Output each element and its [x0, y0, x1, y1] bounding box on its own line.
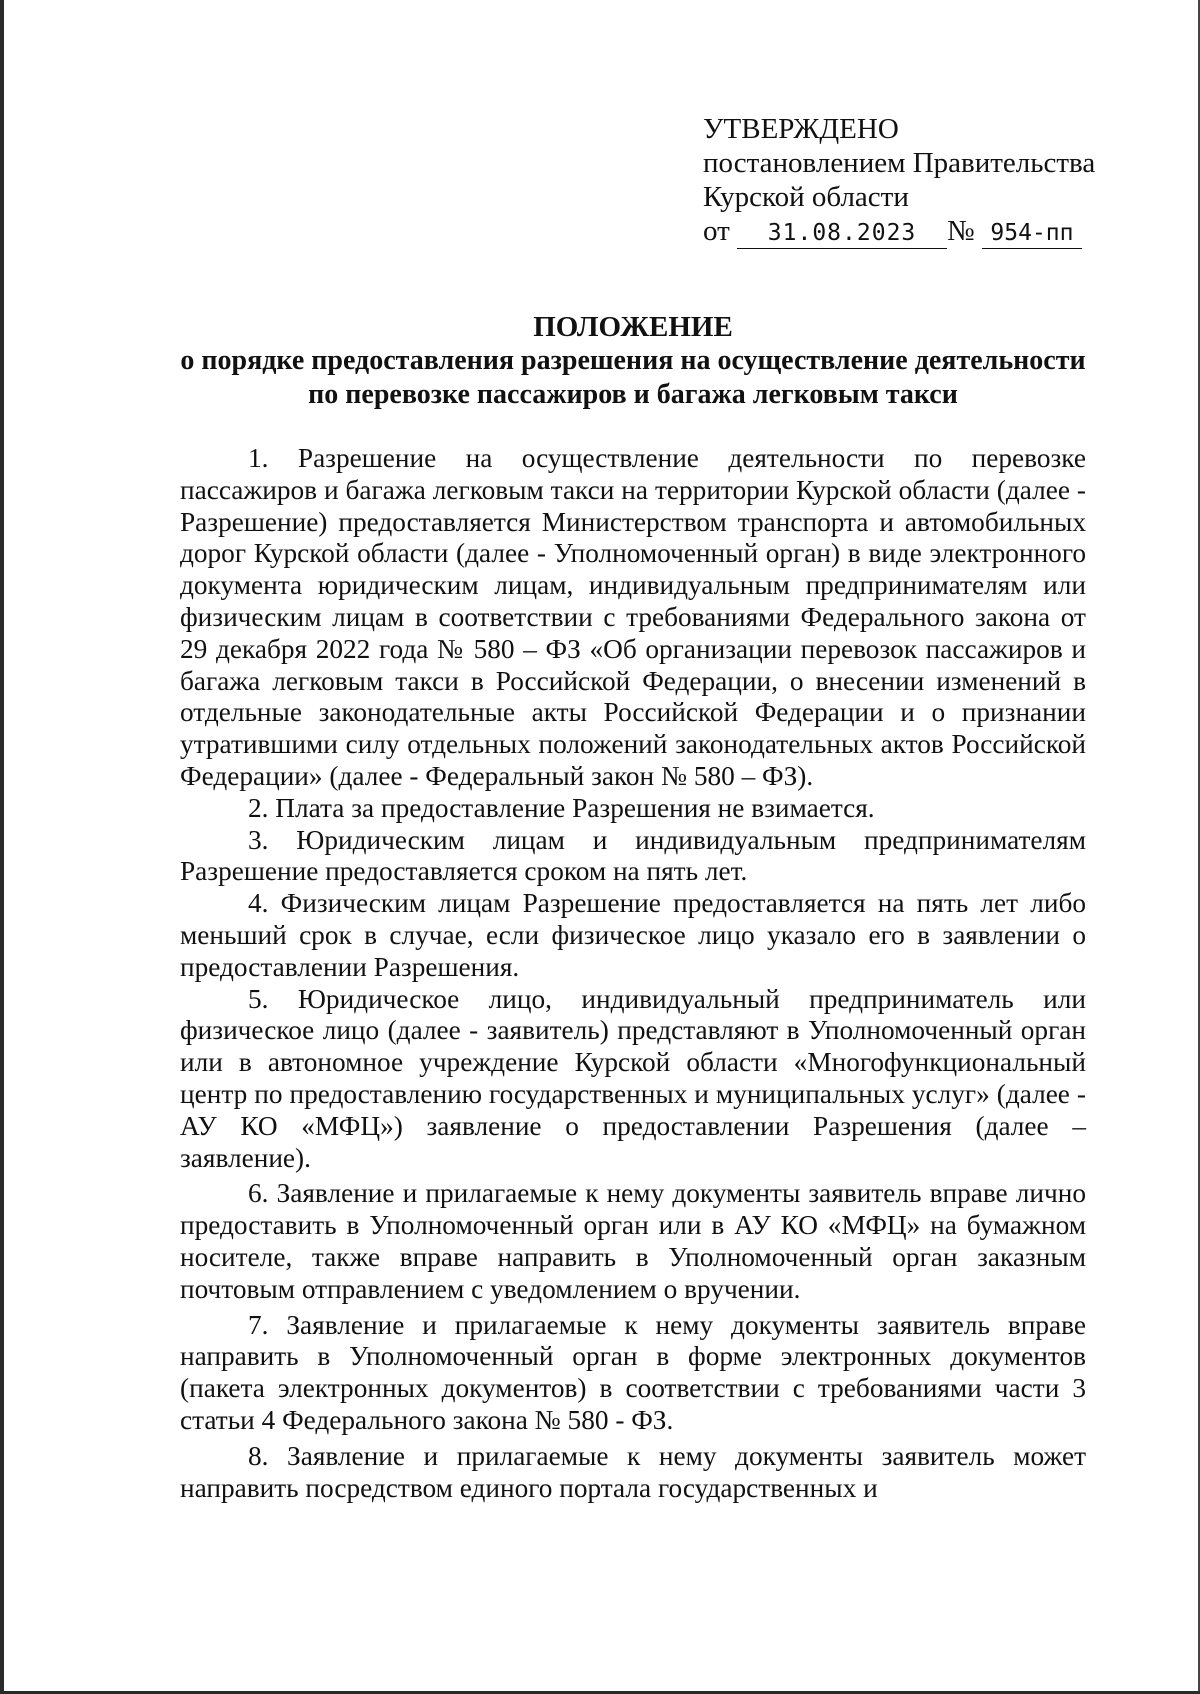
- paragraph-5: 5. Юридическое лицо, индивидуальный предприниматель или физическое лицо (далее - заявитель) представляют в Уполномоченный орган или в автономное учреждение Курской области «Многофункциональный центр по предоставлению государственных и муниципальных услуг» (далее - АУ КО «МФЦ») заявление о предоставлении Разрешения (далее – заявление).: [180, 983, 1086, 1173]
- approval-date-line: [703, 214, 1123, 249]
- paragraph-4: 4. Физическим лицам Разрешение предоставляется на пять лет либо меньший срок в случае, если физическое лицо указало его в заявлении о предоставлении Разрешения.: [180, 888, 1086, 982]
- document-body: [180, 443, 1086, 1504]
- approval-number: 954-пп: [982, 218, 1082, 249]
- document-title: [180, 310, 1086, 412]
- paragraph-7: 7. Заявление и прилагаемые к нему документы заявитель вправе направить в Уполномоченный орган в форме электронных документов (пакета электронных документов) в соответствии с требованиями части 3 статьи 4 Федерального закона № 580 - ФЗ.: [180, 1309, 1086, 1435]
- approval-date: 31.08.2023: [737, 218, 947, 249]
- paragraph-1: 1. Разрешение на осуществление деятельности по перевозке пассажиров и багажа легковым такси на территории Курской области (далее - Разрешение) предоставляется Министерством транспорта и автомобильных дорог Курской области (далее - Уполномоченный орган) в виде электронного документа юридическим лицам, индивидуальным предпринимателям или физическим лицам в соответствии с требованиями Федерального закона от 29 декабря 2022 года № 580 – ФЗ «Об организации перевозок пассажиров и багажа легковым такси в Российской Федерации, о внесении изменений в отдельные законодательные акты Российской Федерации и о признании утратившими силу отдельных положений законодательных актов Российской Федерации» (далее - Федеральный закон № 580 – ФЗ).: [180, 443, 1086, 791]
- title-heading: ПОЛОЖЕНИЕ: [533, 311, 733, 343]
- from-label: от: [703, 215, 730, 247]
- paragraph-6: 6. Заявление и прилагаемые к нему документы заявитель вправе лично предоставить в Уполномоченный орган или в АУ КО «МФЦ» на бумажном носителе, также вправе направить в Уполномоченный орган заказным почтовым отправлением с уведомлением о вручении.: [180, 1178, 1086, 1304]
- paragraph-2: 2. Плата за предоставление Разрешения не взимается.: [248, 792, 875, 823]
- number-label: №: [947, 215, 975, 247]
- scan-edge-left: [0, 0, 4, 1694]
- approval-region: Курской области: [703, 181, 909, 213]
- paragraph-3: 3. Юридическим лицам и индивидуальным предпринимателям Разрешение предоставляется сроком на пять лет.: [180, 824, 1086, 887]
- paragraph-8: 8. Заявление и прилагаемые к нему документы заявитель может направить посредством единого портала государственных и: [180, 1440, 1086, 1503]
- title-subtitle: о порядке предоставления разрешения на осуществление деятельности по перевозке пассажиров и багажа легковым такси: [180, 345, 1086, 410]
- approval-block: [703, 112, 1123, 249]
- approval-heading: УТВЕРЖДЕНО: [703, 113, 899, 145]
- approval-resolution: постановлением Правительства: [703, 147, 1096, 179]
